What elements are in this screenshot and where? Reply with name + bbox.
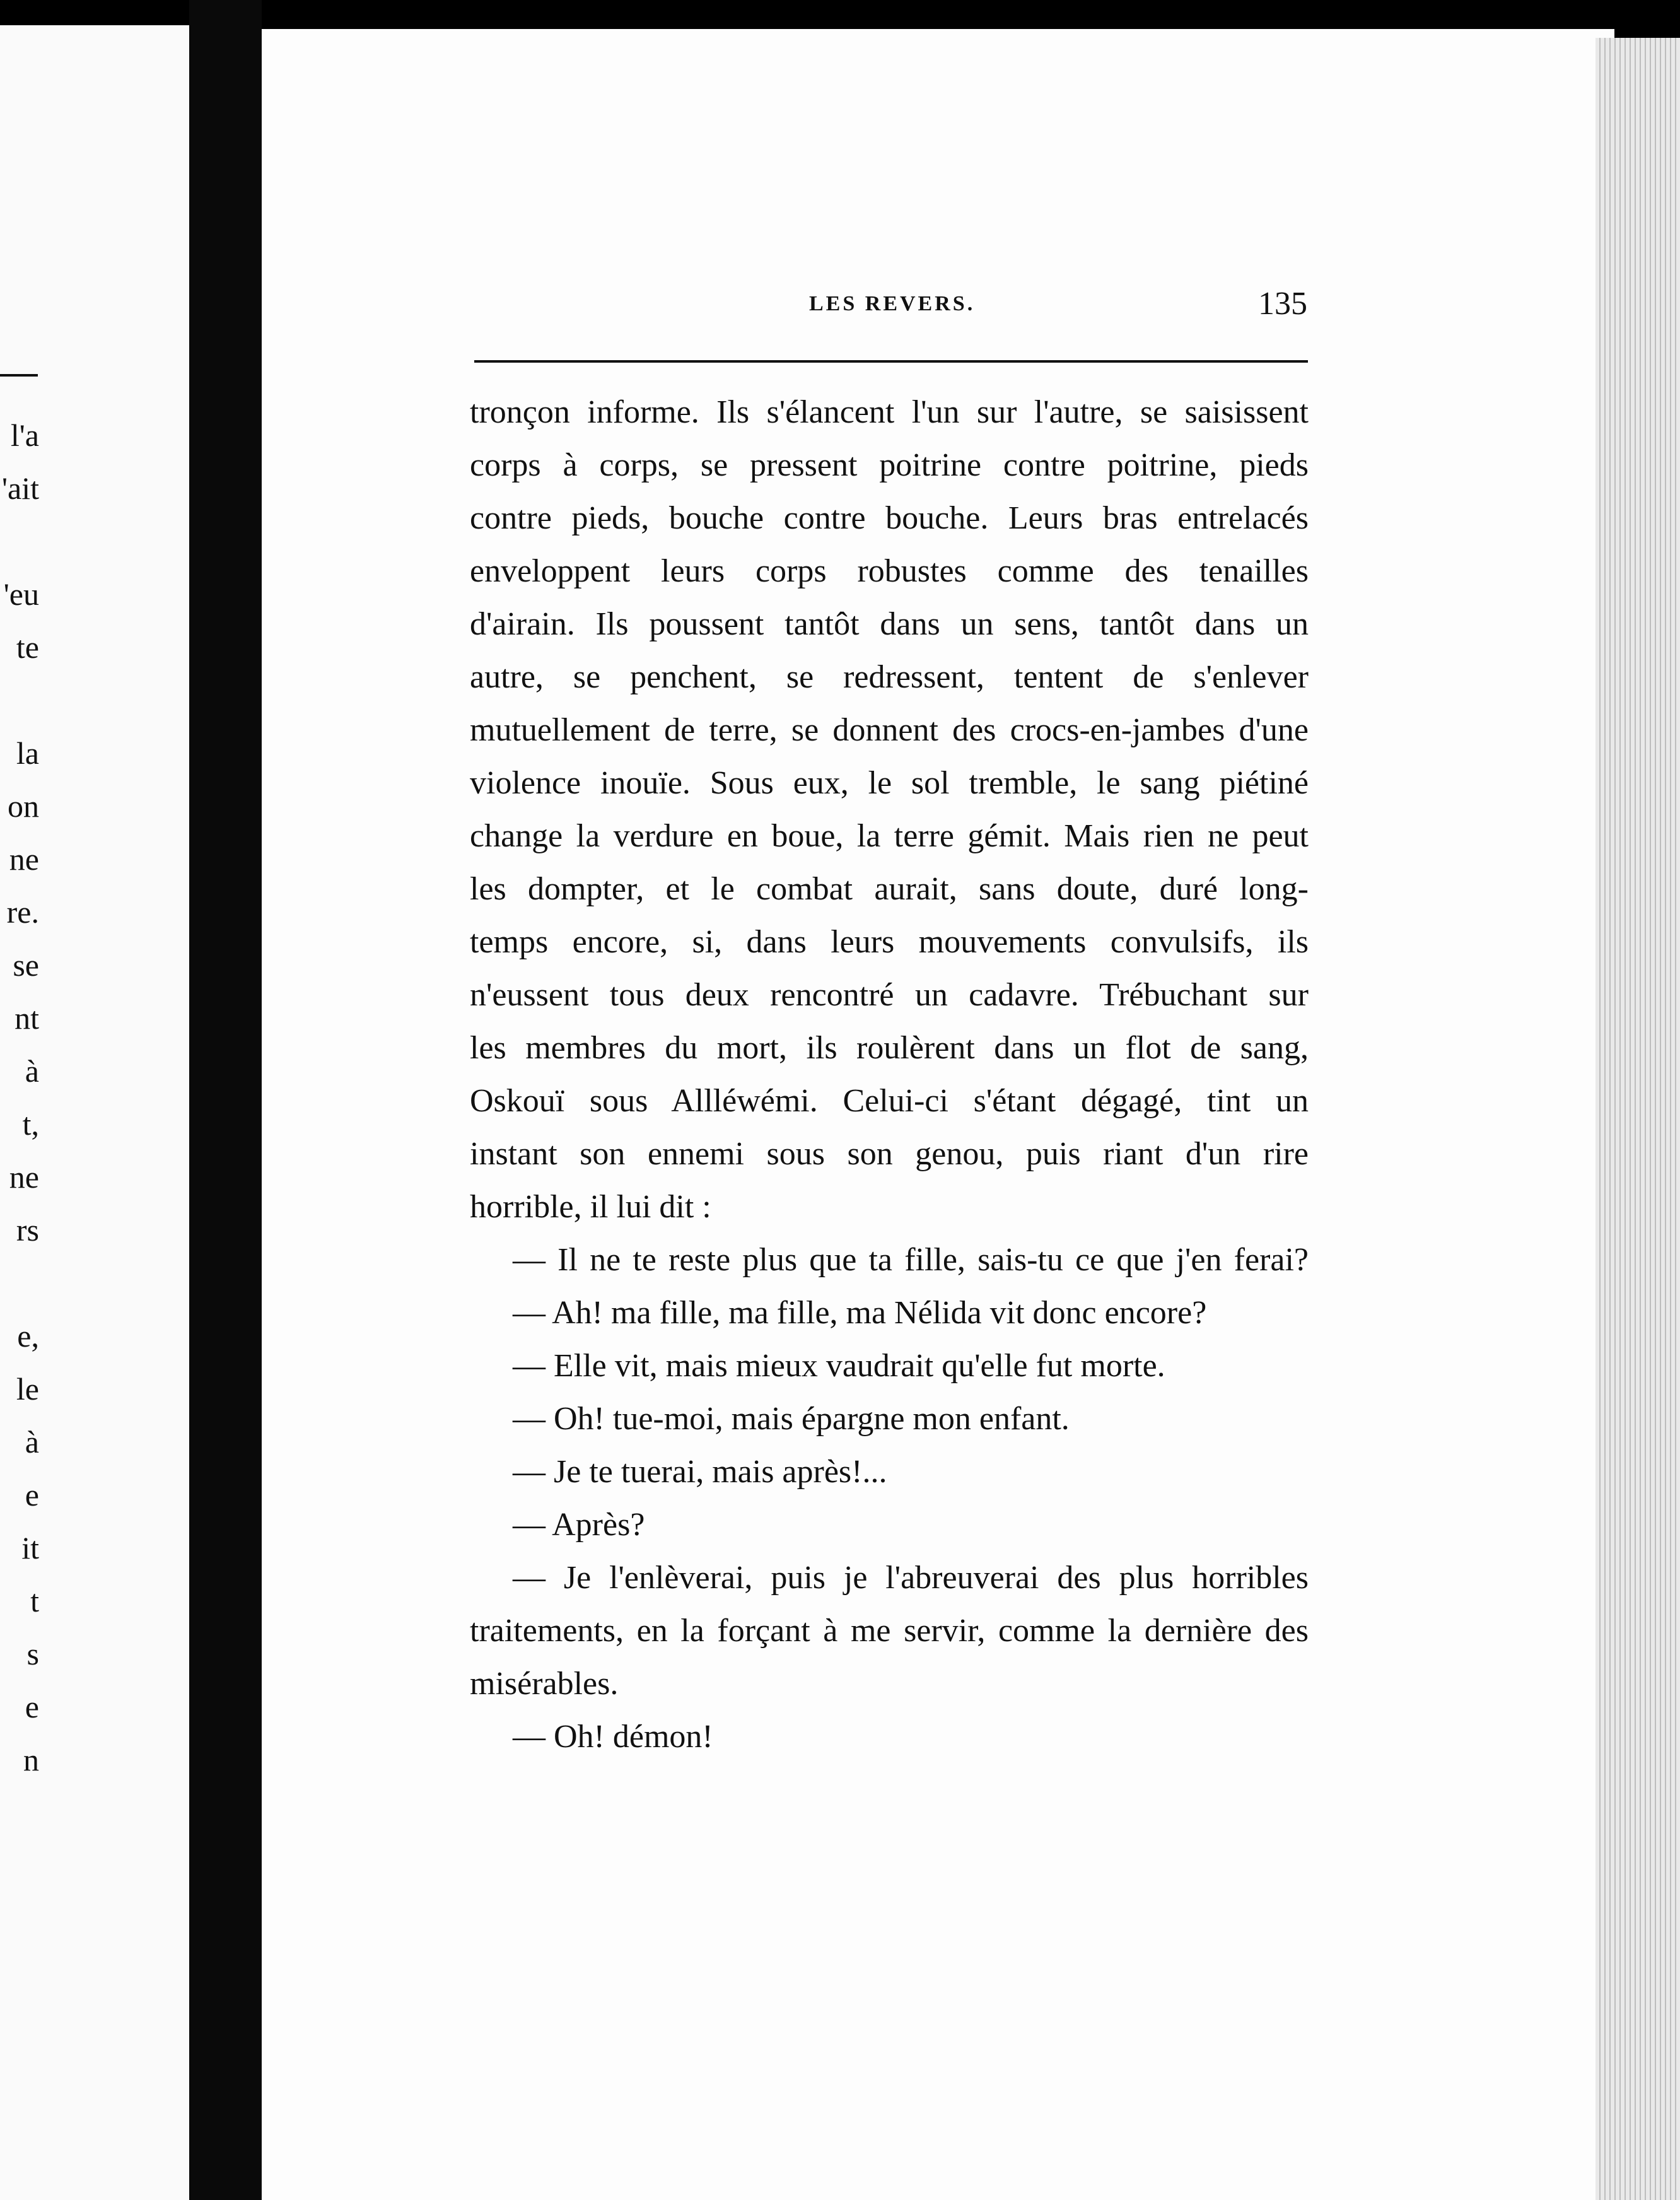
running-title: LES REVERS. xyxy=(809,292,976,315)
left-fragment xyxy=(0,515,39,568)
text-line: horrible, il lui dit : xyxy=(470,1189,711,1225)
left-page-rule xyxy=(0,374,38,377)
left-fragment: e xyxy=(25,1477,39,1513)
text-line: corps à corps, se pressent poitrine contre poitrine, pieds xyxy=(470,447,1309,483)
text-line: Oskouï sous Allléwémi. Celui-ci s'étant dégagé, tint un xyxy=(470,1083,1309,1119)
left-fragment: rs xyxy=(16,1212,39,1248)
left-fragment xyxy=(0,674,39,727)
left-fragment: e xyxy=(25,1689,39,1724)
left-fragment: t, xyxy=(22,1106,39,1142)
text-line: enveloppent leurs corps robustes comme des tenailles xyxy=(470,553,1309,589)
left-page-text-fragments xyxy=(0,409,39,1786)
left-fragment: 'eu xyxy=(3,576,39,612)
left-fragment: n xyxy=(23,1742,39,1777)
left-fragment: t xyxy=(30,1583,39,1618)
left-fragment: on xyxy=(8,788,39,824)
left-fragment: ne xyxy=(9,1159,39,1195)
text-line: n'eussent tous deux rencontré un cadavre. Trébuchant sur xyxy=(470,977,1309,1013)
left-fragment: it xyxy=(21,1530,39,1565)
left-fragment: se xyxy=(13,947,39,983)
body-text xyxy=(470,386,1309,1764)
dialogue-line: — Ah! ma fille, ma fille, ma Nélida vit donc encore? xyxy=(513,1295,1207,1331)
dialogue-line: — Il ne te reste plus que ta fille, sais-tu ce que j'en ferai? xyxy=(513,1242,1309,1278)
left-fragment: nt xyxy=(15,1000,39,1036)
left-fragment: s xyxy=(26,1636,39,1671)
left-fragment: à xyxy=(25,1053,39,1089)
dialogue-line: — Elle vit, mais mieux vaudrait qu'elle fut morte. xyxy=(513,1348,1165,1384)
text-line: les dompter, et le combat aurait, sans doute, duré long- xyxy=(470,871,1309,907)
left-fragment: le xyxy=(16,1371,39,1407)
book-gutter xyxy=(189,0,262,2200)
text-line: temps encore, si, dans leurs mouvements convulsifs, ils xyxy=(470,924,1309,960)
dialogue-continuation: misérables. xyxy=(470,1666,619,1702)
left-fragment: e, xyxy=(17,1318,39,1354)
left-fragment: l'a xyxy=(10,418,39,453)
text-line: violence inouïe. Sous eux, le sol tremble, le sang piétiné xyxy=(470,765,1309,801)
left-fragment: ne xyxy=(9,841,39,877)
left-fragment: la xyxy=(16,735,39,771)
text-line: d'airain. Ils poussent tantôt dans un sens, tantôt dans un xyxy=(470,606,1309,642)
dialogue-line: — Oh! démon! xyxy=(513,1719,713,1755)
header-rule xyxy=(474,360,1308,363)
text-line: contre pieds, bouche contre bouche. Leurs bras entrelacés xyxy=(470,500,1309,536)
dialogue-line: — Je l'enlèverai, puis je l'abreuverai des plus horribles xyxy=(513,1560,1309,1596)
left-facing-page xyxy=(0,25,189,2200)
text-line: change la verdure en boue, la terre gémit. Mais rien ne peut xyxy=(470,818,1309,854)
page-number: 135 xyxy=(1258,286,1307,322)
text-line: mutuellement de terre, se donnent des crocs-en-jambes d'une xyxy=(470,712,1309,748)
text-line: les membres du mort, ils roulèrent dans un flot de sang, xyxy=(470,1030,1309,1066)
text-line: autre, se penchent, se redressent, tentent de s'enlever xyxy=(470,659,1309,695)
text-line: instant son ennemi sous son genou, puis riant d'un rire xyxy=(470,1136,1309,1172)
left-fragment: re. xyxy=(6,894,39,930)
left-fragment: te xyxy=(16,629,39,665)
page-block-edge xyxy=(1595,38,1680,2200)
dialogue-line: — Je te tuerai, mais après!... xyxy=(513,1454,887,1490)
left-fragment: à xyxy=(25,1424,39,1460)
dialogue-line: — Après? xyxy=(513,1507,645,1543)
left-fragment xyxy=(0,1256,39,1309)
dialogue-line: — Oh! tue-moi, mais épargne mon enfant. xyxy=(513,1401,1070,1437)
left-fragment: 'ait xyxy=(2,471,39,506)
dialogue-continuation: traitements, en la forçant à me servir, comme la dernière des xyxy=(470,1613,1309,1649)
text-line: tronçon informe. Ils s'élancent l'un sur l'autre, se saisissent xyxy=(470,394,1309,430)
